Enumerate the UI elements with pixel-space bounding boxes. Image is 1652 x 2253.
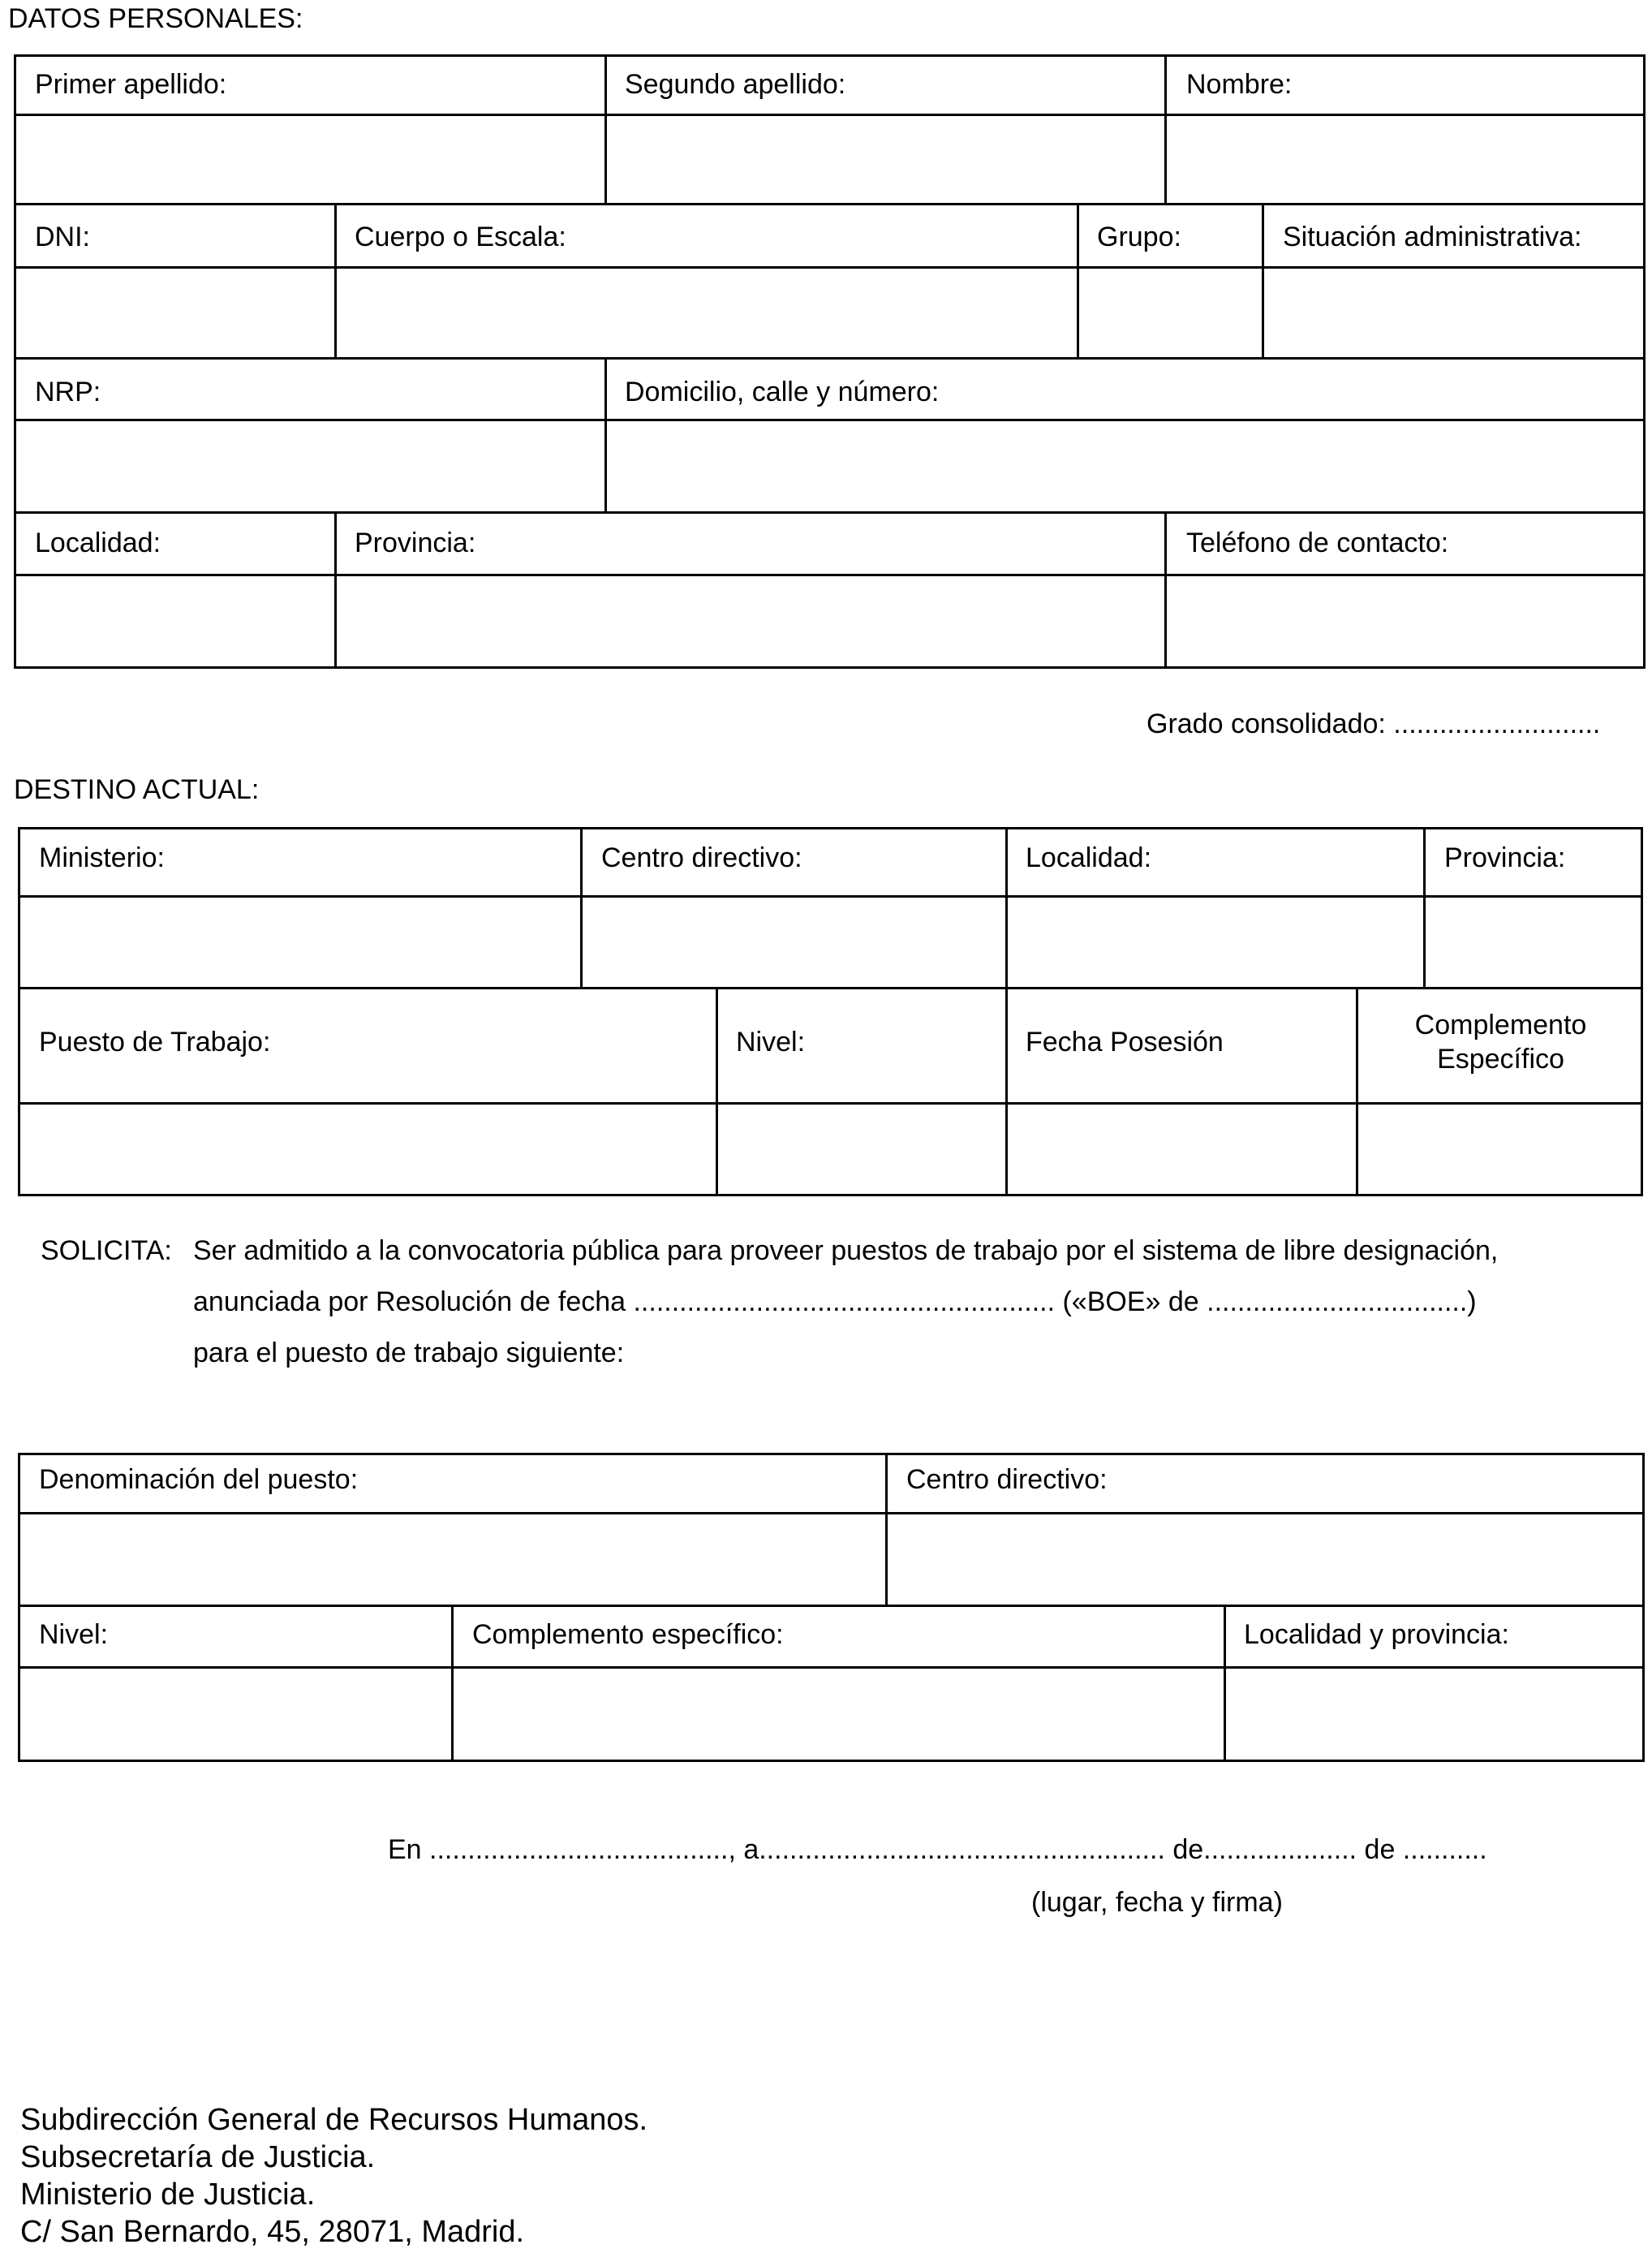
footer-address-line-1: Subdirección General de Recursos Humanos. <box>20 2103 648 2137</box>
table-rule <box>14 511 1646 514</box>
label-telefono-contacto: Teléfono de contacto: <box>1186 528 1449 558</box>
table-rule <box>14 114 1646 116</box>
label-localidad: Localidad: <box>1026 842 1152 873</box>
label-cuerpo-escala: Cuerpo o Escala: <box>355 222 566 252</box>
table-rule <box>1005 827 1008 989</box>
label-dni: DNI: <box>35 222 90 252</box>
table-rule <box>1077 203 1079 360</box>
firma-lugar-fecha-line: En ......................................., a..................................................... de.................... de ........... <box>388 1834 1487 1865</box>
label-grupo: Grupo: <box>1097 222 1181 252</box>
table-rule <box>18 1102 1643 1105</box>
section-heading-datos-personales: DATOS PERSONALES: <box>8 3 303 34</box>
label-provincia: Provincia: <box>1444 842 1566 873</box>
label-provincia: Provincia: <box>355 528 476 558</box>
personal-data-table <box>14 54 1646 669</box>
label-segundo-apellido: Segundo apellido: <box>625 69 846 100</box>
label-centro-directivo: Centro directivo: <box>906 1464 1108 1495</box>
table-rule <box>451 1605 454 1762</box>
firma-caption: (lugar, fecha y firma) <box>1031 1887 1283 1918</box>
table-rule <box>14 419 1646 421</box>
table-rule <box>18 1666 1645 1669</box>
solicita-line-3: para el puesto de trabajo siguiente: <box>193 1338 625 1368</box>
label-localidad: Localidad: <box>35 528 161 558</box>
table-rule <box>334 203 337 360</box>
footer-address-line-3: Ministerio de Justicia. <box>20 2178 316 2212</box>
table-rule <box>604 54 607 205</box>
label-ministerio: Ministerio: <box>39 842 165 873</box>
solicita-label: SOLICITA: <box>41 1235 172 1266</box>
table-rule <box>1262 203 1264 360</box>
label-complemento-line1: Complemento <box>1414 1010 1587 1040</box>
label-primer-apellido: Primer apellido: <box>35 69 227 100</box>
section-heading-destino-actual: DESTINO ACTUAL: <box>14 774 260 805</box>
table-rule <box>1005 987 1008 1196</box>
label-domicilio: Domicilio, calle y número: <box>625 377 940 407</box>
table-rule <box>18 987 1643 989</box>
label-localidad-provincia: Localidad y provincia: <box>1244 1619 1509 1650</box>
label-complemento-line2: Específico <box>1437 1044 1564 1075</box>
table-rule <box>14 203 1646 205</box>
table-rule <box>18 895 1643 898</box>
label-nrp: NRP: <box>35 377 101 407</box>
label-situacion-administrativa: Situación administrativa: <box>1283 222 1582 252</box>
grado-consolidado: Grado consolidado: ........................... <box>1147 709 1601 739</box>
table-rule <box>18 1605 1645 1607</box>
solicita-line-1: Ser admitido a la convocatoria pública para proveer puestos de trabajo por el sistema de libre designación, <box>193 1235 1499 1266</box>
table-rule <box>14 266 1646 269</box>
label-fecha-posesion: Fecha Posesión <box>1026 1027 1224 1058</box>
footer-address-line-2: Subsecretaría de Justicia. <box>20 2140 376 2174</box>
table-rule <box>604 357 607 514</box>
puesto-solicitado-table <box>18 1453 1645 1762</box>
label-puesto-trabajo: Puesto de Trabajo: <box>39 1027 271 1058</box>
label-nivel: Nivel: <box>736 1027 806 1058</box>
label-nivel: Nivel: <box>39 1619 109 1650</box>
table-rule <box>1224 1605 1226 1762</box>
label-centro-directivo: Centro directivo: <box>601 842 802 873</box>
table-rule <box>1164 54 1167 205</box>
table-rule <box>14 357 1646 360</box>
solicita-line-2: anunciada por Resolución de fecha ....................................................... («BOE» de ..................................) <box>193 1286 1477 1317</box>
table-rule <box>334 511 337 669</box>
table-rule <box>580 827 583 989</box>
table-rule <box>885 1453 888 1607</box>
table-rule <box>716 987 718 1196</box>
table-rule <box>1164 511 1167 669</box>
table-rule <box>1423 827 1426 989</box>
footer-address-line-4: C/ San Bernardo, 45, 28071, Madrid. <box>20 2215 525 2249</box>
table-rule <box>18 1512 1645 1514</box>
label-complemento-especifico: Complemento específico: <box>472 1619 784 1650</box>
label-nombre: Nombre: <box>1186 69 1293 100</box>
table-rule <box>14 574 1646 576</box>
label-denominacion-puesto: Denominación del puesto: <box>39 1464 359 1495</box>
